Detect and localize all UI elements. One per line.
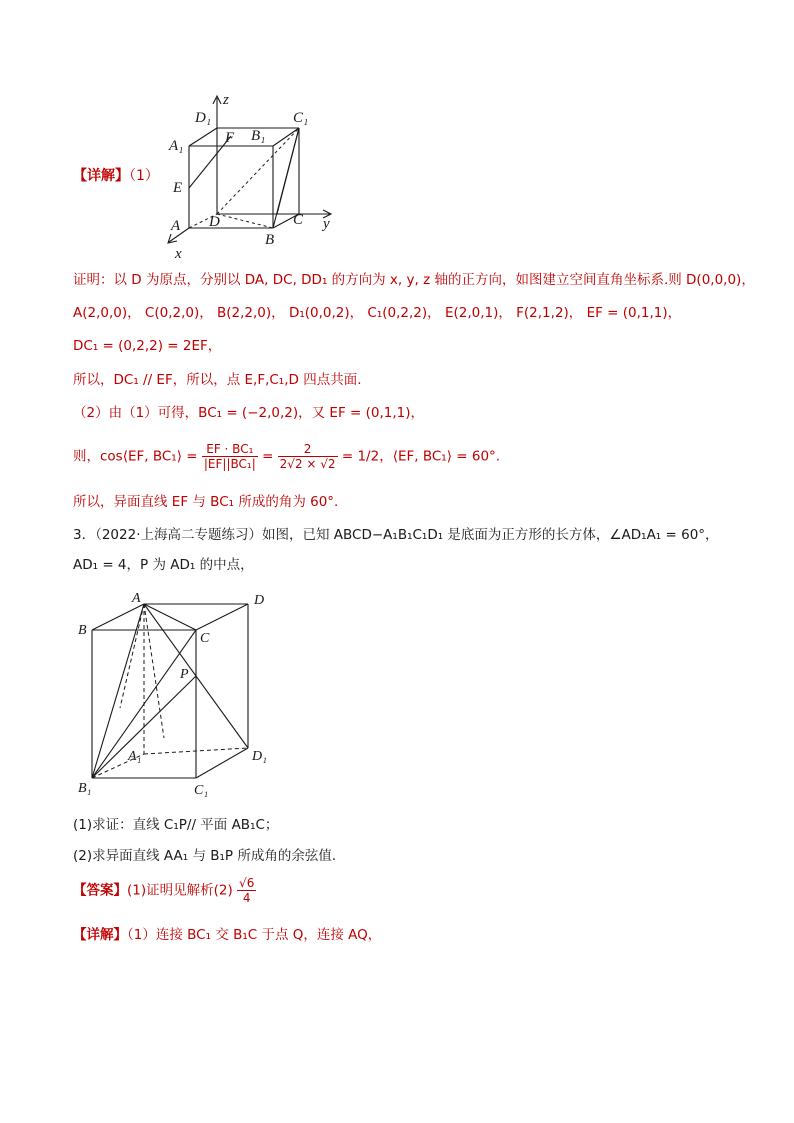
part1-label: （1）	[129, 168, 159, 184]
label-b: B	[265, 232, 275, 248]
cos-line: 则，cos⟨EF, BC₁⟩ = $\frac{\text{EF · BC₁}}{\text{|EF||BC₁|}}$ = $\frac{2}{2√2 \times √2}$ = 1/2，⟨EF, BC₁⟩ = 60°.	[73, 442, 501, 471]
cos-result: = 1/2，⟨EF, BC₁⟩ = 60°.	[341, 448, 501, 465]
cos-mid-num: 2	[278, 442, 338, 457]
proof-line: 证明：以 D 为原点，分别以 DA, DC, DD₁ 的方向为 x, y, z 轴的正方向，如图建立空间直角坐标系.则 D(0,0,0)，	[73, 272, 755, 288]
question-2: (2)求异面直线 AA₁ 与 B₁P 所成角的余弦值．	[73, 848, 346, 864]
label-d1: D₁	[252, 749, 267, 764]
cos-mid-den: 2√2 × √2	[279, 457, 336, 471]
detail-text-3: （1）连接 BC₁ 交 B₁C 于点 Q，连接 AQ，	[127, 927, 382, 943]
problem3-stem-line1: 3．（2022·上海高二专题练习）如图，已知 ABCD−A₁B₁C₁D₁ 是底面为正方形的长方体，∠AD₁A₁ = 60°，	[73, 527, 719, 543]
cos-mid-fraction	[278, 442, 338, 471]
label-e: E	[173, 180, 183, 196]
conclude-line: 所以，DC₁ // EF，所以，点 E,F,C₁,D 四点共面.	[73, 372, 362, 388]
angle-conclusion: 所以，异面直线 EF 与 BC₁ 所成的角为 60°.	[73, 494, 339, 510]
dc1-line: DC₁ = (0,2,2) = 2EF，	[73, 338, 222, 354]
answer-text: (1)证明见解析(2)	[127, 882, 233, 899]
detail-line-3	[73, 925, 381, 945]
answer-fraction	[237, 876, 256, 905]
cube-coordinate-figure	[165, 90, 345, 260]
cos-den: |EF||BC₁|	[203, 457, 256, 471]
label-d: D	[209, 214, 220, 230]
detail-tag: 【详解】	[73, 168, 129, 184]
label-c1: C₁	[293, 110, 309, 126]
problem3-stem-line2: AD₁ = 4，P 为 AD₁ 的中点，	[73, 557, 254, 573]
question-1: (1)求证：直线 C₁P// 平面 AB₁C；	[73, 817, 279, 833]
label-d: D	[254, 593, 265, 608]
label-y: y	[323, 216, 330, 232]
cos-fraction	[202, 442, 258, 471]
cos-prefix: 则，cos⟨EF, BC₁⟩ =	[73, 448, 198, 465]
answer-tag: 【答案】	[73, 882, 127, 899]
label-a: A	[171, 218, 181, 234]
label-a1: A₁	[128, 749, 142, 764]
label-b: B	[78, 623, 87, 638]
answer-line	[73, 876, 256, 905]
label-x: x	[175, 246, 182, 260]
label-c1: C₁	[194, 783, 209, 798]
label-b1: B₁	[251, 128, 266, 144]
label-z: z	[223, 92, 229, 108]
label-b1: B₁	[78, 781, 92, 796]
detail-heading-1	[73, 166, 159, 186]
coords-line: A(2,0,0)， C(0,2,0)， B(2,2,0)， D₁(0,0,2)， C₁(0,2,2)， E(2,0,1)， F(2,1,2)， EF = (0,1,1)，	[73, 305, 682, 321]
label-a1: A₁	[169, 138, 184, 154]
label-a: A	[132, 591, 141, 606]
part2-line: （2）由（1）可得，BC₁ = (−2,0,2)，又 EF = (0,1,1)，	[73, 405, 424, 421]
label-d1: D₁	[195, 110, 212, 126]
label-c: C	[293, 212, 304, 228]
detail-tag-3: 【详解】	[73, 927, 127, 943]
label-f: F	[225, 130, 235, 146]
answer-den: 4	[242, 891, 251, 905]
label-p: P	[180, 667, 189, 682]
cos-num: EF · BC₁	[202, 442, 258, 457]
label-c: C	[200, 631, 210, 646]
prism-figure	[78, 588, 278, 800]
answer-num: √6	[239, 876, 255, 890]
